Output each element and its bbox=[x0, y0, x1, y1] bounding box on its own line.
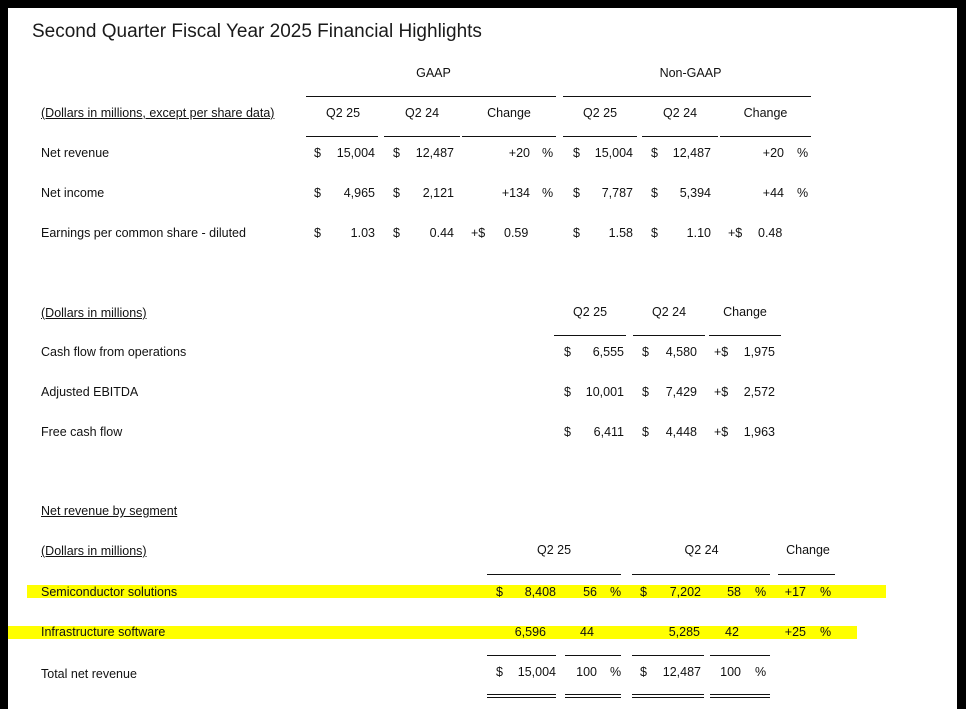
cell: 42 bbox=[725, 625, 739, 639]
cell: $ bbox=[651, 146, 658, 160]
cell: 100 bbox=[720, 665, 741, 679]
cell: +$ bbox=[714, 425, 729, 439]
cell: 6,596 bbox=[514, 625, 546, 639]
gaap-group-header: GAAP bbox=[416, 66, 451, 80]
cell: % bbox=[820, 625, 832, 639]
row-label: Free cash flow bbox=[41, 425, 123, 439]
cell: $ bbox=[642, 345, 649, 359]
cell: 12,487 bbox=[415, 146, 454, 160]
cell: +134 bbox=[501, 186, 530, 200]
col-rule bbox=[384, 136, 460, 137]
row-label: Net revenue bbox=[41, 146, 110, 160]
cell: +20 bbox=[762, 146, 784, 160]
table2-col-header: Change bbox=[723, 305, 767, 319]
cell: $ bbox=[640, 585, 647, 599]
row-label: Infrastructure software bbox=[41, 625, 166, 639]
cell: 12,487 bbox=[672, 146, 711, 160]
cell: % bbox=[820, 585, 832, 599]
cell: 0.44 bbox=[429, 226, 454, 240]
cell: +$ bbox=[471, 226, 486, 240]
subtotal-rule bbox=[565, 655, 621, 656]
table1-col-header: Change bbox=[743, 106, 788, 120]
cell: % bbox=[797, 186, 809, 200]
table2-col-header: Q2 24 bbox=[651, 305, 687, 319]
cell: $ bbox=[314, 146, 321, 160]
cell: 7,202 bbox=[669, 585, 701, 599]
cell: $ bbox=[393, 146, 400, 160]
cell: $ bbox=[642, 425, 649, 439]
cell: 5,285 bbox=[668, 625, 700, 639]
cell: $ bbox=[314, 226, 321, 240]
row-label: Cash flow from operations bbox=[41, 345, 187, 359]
cell: $ bbox=[573, 146, 580, 160]
row-label: Total net revenue bbox=[41, 667, 137, 681]
cell: 8,408 bbox=[524, 585, 556, 599]
cell: % bbox=[542, 186, 554, 200]
total-double-rule bbox=[632, 694, 704, 698]
row-label: Adjusted EBITDA bbox=[41, 385, 139, 399]
cell: $ bbox=[642, 385, 649, 399]
subtotal-rule bbox=[487, 655, 556, 656]
cell: $ bbox=[496, 585, 503, 599]
cell: 7,787 bbox=[601, 186, 633, 200]
table1-header-label: (Dollars in millions, except per share data) bbox=[41, 106, 275, 120]
section-title: Net revenue by segment bbox=[41, 504, 178, 518]
total-double-rule bbox=[565, 694, 621, 698]
subtotal-rule bbox=[632, 655, 704, 656]
table1-col-header: Q2 24 bbox=[404, 106, 440, 120]
table3-header-label: (Dollars in millions) bbox=[41, 544, 147, 558]
document-title: Second Quarter Fiscal Year 2025 Financial Highlights bbox=[32, 21, 482, 42]
row-label: Net income bbox=[41, 186, 105, 200]
col-rule bbox=[778, 574, 835, 575]
cell: $ bbox=[640, 665, 647, 679]
cell: 12,487 bbox=[662, 665, 701, 679]
cell: $ bbox=[564, 385, 571, 399]
cell: $ bbox=[573, 186, 580, 200]
cell: 6,555 bbox=[592, 345, 624, 359]
cell: $ bbox=[393, 186, 400, 200]
table2-header-label: (Dollars in millions) bbox=[41, 306, 147, 320]
col-rule bbox=[633, 335, 705, 336]
cell: +25 bbox=[784, 625, 806, 639]
nongaap-group-header: Non-GAAP bbox=[659, 66, 722, 80]
cell: 0.59 bbox=[504, 226, 529, 240]
table1-col-header: Change bbox=[487, 106, 531, 120]
cell: 1,975 bbox=[743, 345, 775, 359]
cell: 0.48 bbox=[758, 226, 783, 240]
cell: $ bbox=[564, 425, 571, 439]
cell: 44 bbox=[580, 625, 594, 639]
table2-col-header: Q2 25 bbox=[572, 305, 608, 319]
cell: % bbox=[755, 585, 767, 599]
subtotal-rule bbox=[710, 655, 770, 656]
cell: $ bbox=[314, 186, 321, 200]
cell: +44 bbox=[762, 186, 784, 200]
cell: 1,963 bbox=[743, 425, 775, 439]
cell: 6,411 bbox=[593, 425, 624, 439]
financial-highlights-document bbox=[8, 8, 957, 709]
col-rule bbox=[563, 136, 637, 137]
cell: $ bbox=[573, 226, 580, 240]
cell: $ bbox=[651, 226, 658, 240]
table3-col-header: Q2 25 bbox=[536, 543, 572, 557]
total-double-rule bbox=[710, 694, 770, 698]
table3-col-header: Q2 24 bbox=[684, 543, 719, 557]
col-rule bbox=[554, 335, 626, 336]
cell: 56 bbox=[583, 585, 597, 599]
cell: 15,004 bbox=[594, 146, 633, 160]
cell: $ bbox=[496, 665, 503, 679]
cell: +17 bbox=[784, 585, 806, 599]
cell: 100 bbox=[576, 665, 597, 679]
cell: +$ bbox=[714, 345, 729, 359]
col-rule bbox=[632, 574, 770, 575]
cell: 1.03 bbox=[350, 226, 375, 240]
cell: 2,572 bbox=[743, 385, 775, 399]
cell: $ bbox=[564, 345, 571, 359]
cell: % bbox=[610, 585, 622, 599]
cell: 4,965 bbox=[343, 186, 375, 200]
cell: 10,001 bbox=[585, 385, 624, 399]
total-double-rule bbox=[487, 694, 556, 698]
cell: 2,121 bbox=[422, 186, 454, 200]
cell: 4,580 bbox=[665, 345, 697, 359]
cell: % bbox=[755, 665, 767, 679]
cell: 15,004 bbox=[336, 146, 375, 160]
cell: $ bbox=[393, 226, 400, 240]
col-rule bbox=[709, 335, 781, 336]
table3-col-header: Change bbox=[786, 543, 830, 557]
col-rule bbox=[306, 136, 378, 137]
col-rule bbox=[462, 136, 556, 137]
table1-col-header: Q2 25 bbox=[325, 106, 361, 120]
cell: +20 bbox=[508, 146, 530, 160]
gaap-group-rule bbox=[306, 96, 556, 97]
cell: 7,429 bbox=[665, 385, 697, 399]
nongaap-group-rule bbox=[563, 96, 811, 97]
cell: 5,394 bbox=[679, 186, 711, 200]
table1-col-header: Q2 25 bbox=[582, 106, 618, 120]
cell: % bbox=[610, 665, 622, 679]
cell: % bbox=[542, 146, 554, 160]
row-label: Semiconductor solutions bbox=[41, 585, 178, 599]
cell: % bbox=[797, 146, 809, 160]
row-label: Earnings per common share - diluted bbox=[41, 226, 246, 240]
cell: 1.58 bbox=[608, 226, 633, 240]
cell: 58 bbox=[727, 585, 741, 599]
cell: +$ bbox=[714, 385, 729, 399]
cell: 15,004 bbox=[517, 665, 556, 679]
table1-col-header: Q2 24 bbox=[662, 106, 698, 120]
cell: +$ bbox=[728, 226, 743, 240]
col-rule bbox=[642, 136, 718, 137]
col-rule bbox=[720, 136, 811, 137]
col-rule bbox=[487, 574, 621, 575]
cell: $ bbox=[651, 186, 658, 200]
cell: 1.10 bbox=[686, 226, 711, 240]
cell: 4,448 bbox=[665, 425, 697, 439]
